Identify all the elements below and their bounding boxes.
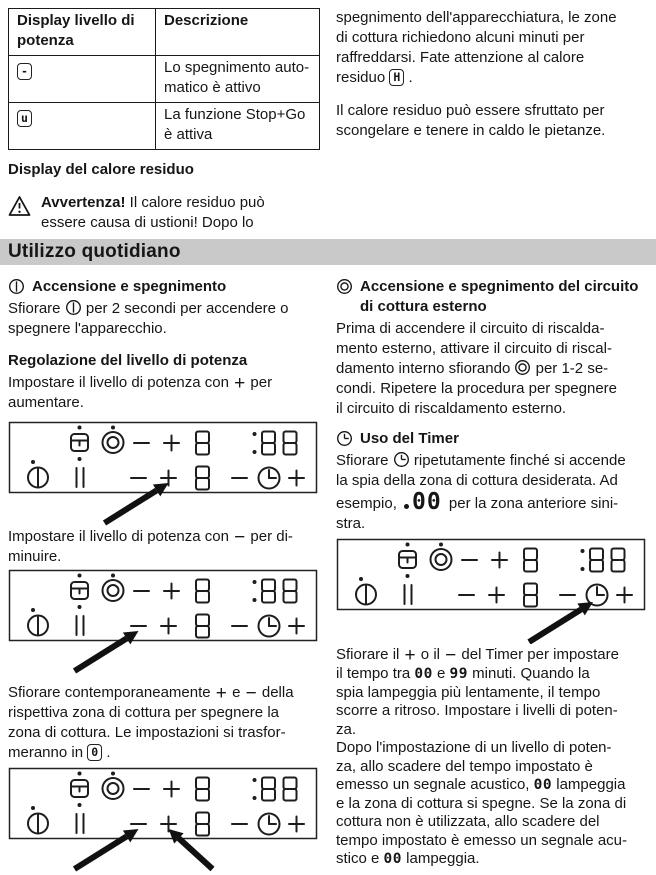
timer-display-88	[262, 580, 297, 603]
timer-display-00-large: 00	[404, 492, 442, 512]
panel-frame	[10, 571, 317, 641]
display-8	[196, 467, 209, 490]
heading-outer-ring	[336, 277, 648, 317]
timer-display-99: 99	[449, 666, 468, 682]
timer-plus-key	[289, 619, 304, 634]
outer-ring-icon	[514, 359, 531, 376]
panel-frame	[10, 423, 317, 493]
plus-key	[164, 436, 179, 451]
top-left-column	[8, 8, 320, 233]
plus-key	[161, 471, 176, 486]
timer-clock-icon	[393, 451, 410, 468]
pointer-arrow	[75, 631, 139, 671]
panel-frame	[338, 540, 645, 610]
power-level-table	[8, 8, 320, 150]
paragraph-timer-set: Sfiorare il + o il − del Timer per impostare il tempo tra 00 e 99 minuti. Quando la spia lampeggia più lentamente, il tempo scorre a ritroso. Impostare i livelli di poten- za. Dopo l'impostazione di un livello di poten- za, allo scadere del tempo impostato è emesso un segnale acustico, 00 lampeggia e la zona di cottura si spegne. Se la zona di cottura non è utilizzata, allo scadere del tempo impostato è emesso un segnale acu- stico e 00 lampeggia.	[336, 645, 627, 867]
power-icon	[28, 468, 48, 488]
power-icon	[8, 278, 25, 295]
top-right-column	[336, 8, 648, 233]
heading-text: Uso del Timer	[360, 430, 459, 447]
indicator-dots	[31, 574, 257, 613]
minus-key-glyph: −	[234, 527, 246, 548]
residual-heat-heading: Display del calore residuo	[8, 161, 194, 178]
display-8	[196, 615, 209, 638]
outer-ring-icon	[336, 278, 353, 295]
plus-key	[161, 619, 176, 634]
panel-frame	[10, 769, 317, 839]
heading-on-off	[8, 277, 320, 297]
timer-clock-icon	[259, 468, 280, 489]
timer-plus-key	[617, 588, 632, 603]
paragraph-residual-2: Il calore residuo può essere sfruttato per scongelare e tenere in caldo le pietanze.	[336, 102, 606, 139]
lock-icon	[71, 780, 88, 797]
plus-key-glyph: +	[234, 373, 246, 394]
power-icon	[65, 299, 82, 316]
power-icon	[28, 814, 48, 834]
table-row	[9, 56, 320, 103]
plus-key	[164, 782, 179, 797]
indicator-dots	[31, 772, 257, 811]
plus-key	[492, 553, 507, 568]
timer-display-88	[262, 778, 297, 801]
main-section	[8, 265, 648, 873]
paragraph-timer-select: Sfiorare ripetutamente finché si accende la spia della zona di cottura desiderata. Ad esempio, 00 per la zona anteriore sini- stra.	[336, 452, 626, 532]
pointer-arrow	[75, 829, 139, 869]
table-header-display: Display livello di potenza	[9, 9, 156, 56]
outer-ring-icon	[103, 432, 124, 453]
display-8	[524, 549, 537, 572]
display-8	[524, 584, 537, 607]
display-8	[196, 580, 209, 603]
plus-key-glyph: +	[215, 683, 227, 704]
heading-text: Accensione e spegnimento	[32, 278, 227, 295]
pointer-arrow	[105, 483, 169, 523]
zone-indicator-dot	[404, 504, 409, 509]
warning-text	[41, 193, 265, 233]
main-right-column	[336, 265, 648, 873]
display-8	[196, 432, 209, 455]
minus-key-glyph: −	[445, 645, 457, 666]
power-icon	[28, 616, 48, 636]
plus-key	[164, 584, 179, 599]
plus-key	[489, 588, 504, 603]
indicator-dots	[359, 543, 585, 582]
section-header-bar: Utilizzo quotidiano	[0, 239, 656, 265]
stop-go-pause-icon	[77, 468, 84, 487]
control-panel-diagram	[8, 569, 318, 675]
plus-key	[161, 817, 176, 832]
display-symbol-cell	[9, 56, 156, 103]
warning-body: Il calore residuo può essere causa di ustioni! Dopo lo	[41, 194, 265, 231]
warning-label: Avvertenza!	[41, 194, 126, 211]
heading-text: Regolazione del livello di potenza	[8, 352, 248, 369]
timer-display-88	[262, 432, 297, 455]
lock-icon	[399, 551, 416, 568]
display-symbol-u: u	[17, 110, 32, 127]
pointer-arrow	[529, 602, 593, 642]
paragraph-on-off: Sfiorare per 2 secondi per accendere o spegnere l'apparecchio.	[8, 300, 289, 337]
display-symbol-H: H	[389, 69, 404, 86]
display-8	[196, 813, 209, 836]
paragraph-switch-off-zone: Sfiorare contemporaneamente + e − della rispettiva zona di cottura per spegnere la zona di cottura. Le impostazioni si trasfor- meranno in 0 .	[8, 683, 294, 761]
power-icon	[356, 585, 376, 605]
minus-key-glyph: −	[245, 683, 257, 704]
outer-ring-icon	[103, 778, 124, 799]
paragraph-decrease: Impostare il livello di potenza con − per di- minuire.	[8, 527, 293, 565]
heading-timer	[336, 429, 648, 449]
timer-display-00: 00	[414, 666, 433, 682]
timer-display-00: 00	[383, 851, 402, 867]
stop-go-pause-icon	[77, 616, 84, 635]
timer-clock-icon	[336, 430, 353, 447]
top-section	[8, 8, 648, 233]
display-symbol-0: 0	[87, 744, 102, 761]
warning-note	[8, 193, 320, 233]
indicator-dots	[31, 426, 257, 465]
outer-ring-icon	[103, 580, 124, 601]
timer-display-88	[590, 549, 625, 572]
display-symbol-minus: -	[17, 63, 32, 80]
timer-display-00: 00	[533, 777, 553, 793]
description-cell: Lo spegnimento auto- matico è attivo	[156, 56, 320, 103]
control-panel-diagram	[336, 538, 646, 644]
heading-power-level	[8, 351, 320, 371]
description-cell: La funzione Stop+Go è attiva	[156, 103, 320, 150]
lock-icon	[71, 434, 88, 451]
table-header-description: Descrizione	[156, 9, 320, 56]
lock-icon	[71, 582, 88, 599]
stop-go-pause-icon	[405, 585, 412, 604]
stop-go-pause-icon	[77, 814, 84, 833]
heading-text: Accensione e spegnimento del circuito di cottura esterno	[360, 278, 639, 315]
plus-key-glyph: +	[404, 645, 416, 666]
timer-plus-key	[289, 817, 304, 832]
outer-ring-icon	[431, 549, 452, 570]
paragraph-outer-ring: Prima di accendere il circuito di riscalda- mento esterno, attivare il circuito di riscal- damento interno sfiorando per 1-2 se- condi. Ripetere la procedura per spegnere il circuito di riscaldamento esterno.	[336, 320, 618, 417]
timer-clock-icon	[259, 616, 280, 637]
control-panel-diagram	[8, 767, 318, 873]
table-row	[9, 103, 320, 150]
table-header-row	[9, 9, 320, 56]
warning-triangle-icon	[8, 195, 31, 217]
paragraph-increase: Impostare il livello di potenza con + per aumentare.	[8, 373, 273, 411]
control-panel-diagram	[8, 421, 318, 527]
main-left-column	[8, 265, 320, 873]
timer-plus-key	[289, 471, 304, 486]
paragraph-residual-1: spegnimento dell'apparecchiatura, le zone di cottura richiedono alcuni minuti per raffreddarsi. Fate attenzione al calore residuo H .	[336, 9, 617, 86]
display-8	[196, 778, 209, 801]
timer-clock-icon	[259, 814, 280, 835]
display-symbol-cell	[9, 103, 156, 150]
